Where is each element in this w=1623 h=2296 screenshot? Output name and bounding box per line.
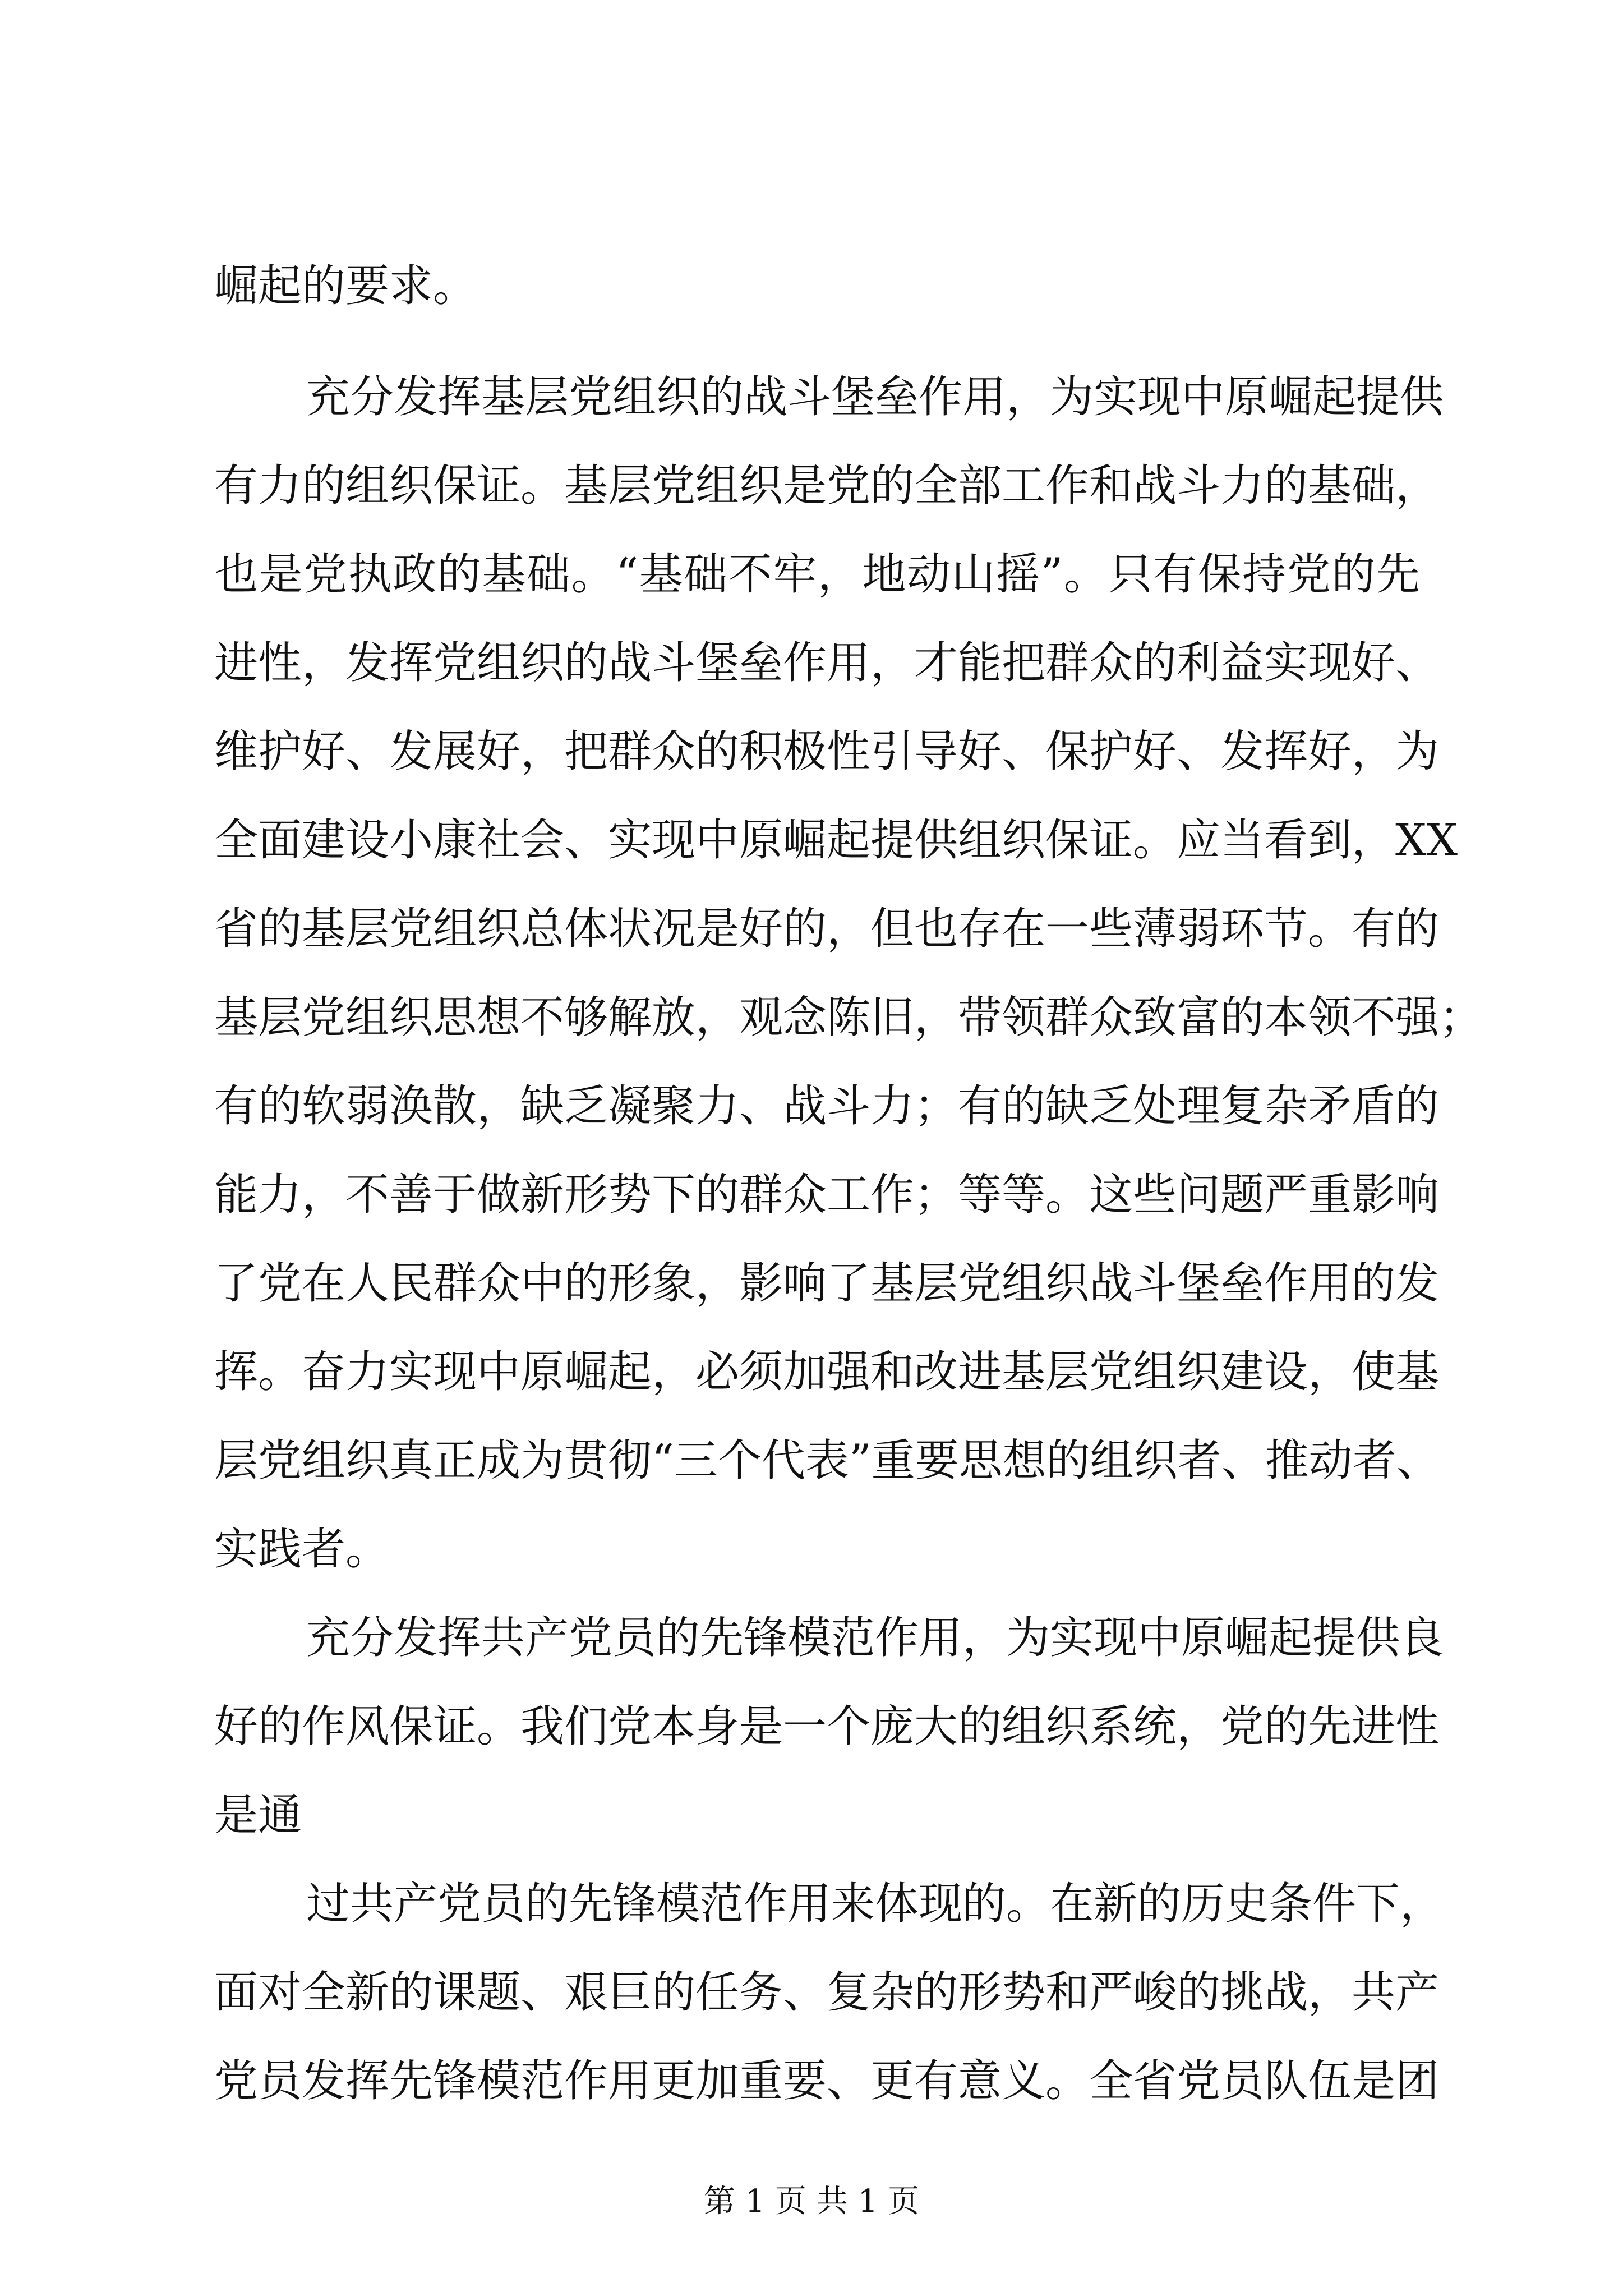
text-line: 是通 — [214, 1790, 302, 1841]
text-line: 有力的组织保证。基层党组织是党的全部工作和战斗力的基础， — [214, 461, 1440, 511]
text-line: 进性，发挥党组织的战斗堡垒作用，才能把群众的利益实现好、 — [214, 638, 1440, 688]
text-line: 面对全新的课题、艰巨的任务、复杂的形势和严峻的挑战，共产 — [214, 1967, 1440, 2018]
text-line: 崛起的要求。 — [214, 261, 477, 311]
text-line: 实践者。 — [214, 1524, 390, 1575]
text-line: 基层党组织思想不够解放，观念陈旧，带领群众致富的本领不强； — [214, 992, 1483, 1043]
page-number-footer: 第 1 页 共 1 页 — [703, 2183, 920, 2220]
text-line: 党员发挥先锋模范作用更加重要、更有意义。全省党员队伍是团 — [214, 2056, 1440, 2106]
text-line: 好的作风保证。我们党本身是一个庞大的组织系统，党的先进性 — [214, 1701, 1440, 1752]
text-line: 维护好、发展好，把群众的积极性引导好、保护好、发挥好，为 — [214, 726, 1440, 777]
text-line: 有的软弱涣散，缺乏凝聚力、战斗力；有的缺乏处理复杂矛盾的 — [214, 1081, 1440, 1131]
text-line: 全面建设小康社会、实现中原崛起提供组织保证。应当看到，XX — [214, 815, 1458, 866]
text-line: 层党组织真正成为贯彻“三个代表”重要思想的组织者、推动者、 — [214, 1435, 1440, 1486]
text-line: 了党在人民群众中的形象，影响了基层党组织战斗堡垒作用的发 — [214, 1258, 1440, 1309]
text-line: 挥。奋力实现中原崛起，必须加强和改进基层党组织建设，使基 — [214, 1347, 1440, 1397]
text-line: 省的基层党组织总体状况是好的，但也存在一些薄弱环节。有的 — [214, 904, 1440, 954]
text-line: 充分发挥共产党员的先锋模范作用，为实现中原崛起提供良 — [306, 1613, 1444, 1663]
text-line: 充分发挥基层党组织的战斗堡垒作用，为实现中原崛起提供 — [306, 372, 1444, 422]
text-line: 过共产党员的先锋模范作用来体现的。在新的历史条件下， — [306, 1879, 1444, 1929]
text-line: 也是党执政的基础。“基础不牢，地动山摇”。只有保持党的先 — [214, 549, 1420, 600]
text-line: 能力，不善于做新形势下的群众工作；等等。这些问题严重影响 — [214, 1170, 1440, 1220]
